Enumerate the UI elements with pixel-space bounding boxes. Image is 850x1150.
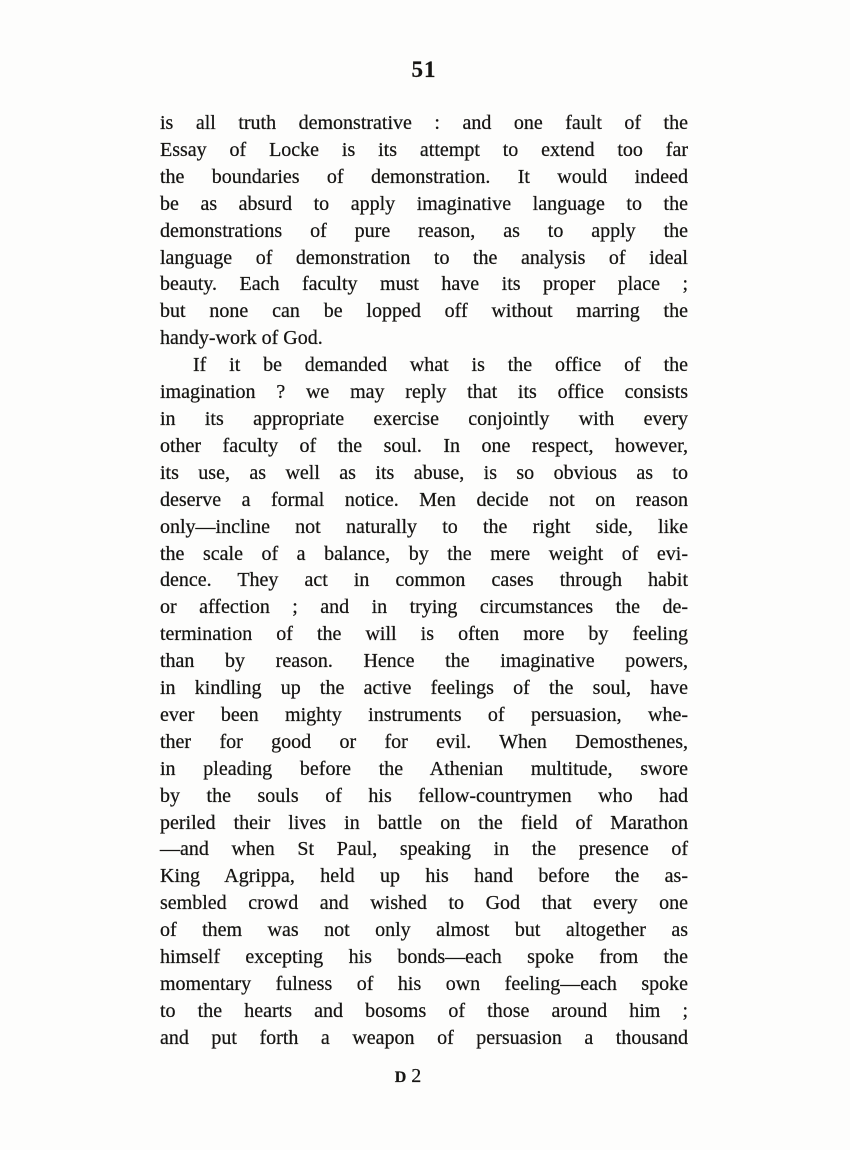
text-line: in kindling up the active feelings of the soul, have	[160, 677, 688, 700]
text-block	[160, 110, 688, 1052]
text-line: the boundaries of demonstration. It would indeed	[160, 165, 688, 188]
text-line: in its appropriate exercise conjointly with every	[160, 407, 688, 430]
text-line: Essay of Locke is its attempt to extend too far	[160, 138, 688, 161]
text-line: dence. They act in common cases through habit	[160, 569, 688, 592]
text-line: but none can be lopped off without marring the	[160, 300, 688, 323]
signature-mark	[395, 1065, 422, 1088]
text-line: himself excepting his bonds—each spoke from the	[160, 946, 688, 969]
text-line: beauty. Each faculty must have its proper place ;	[160, 273, 688, 296]
signature-number: 2	[411, 1065, 422, 1087]
text-line: ther for good or for evil. When Demosthenes,	[160, 730, 688, 753]
text-line: or affection ; and in trying circumstances the de-	[160, 596, 688, 619]
text-line: the scale of a balance, by the mere weight of evi-	[160, 542, 688, 565]
text-line: only—incline not naturally to the right side, like	[160, 515, 688, 538]
text-line: deserve a formal notice. Men decide not on reason	[160, 488, 688, 511]
text-line: —and when St Paul, speaking in the presence of	[160, 838, 688, 861]
text-line: language of demonstration to the analysis of ideal	[160, 246, 688, 269]
text-line: and put forth a weapon of persuasion a thousand	[160, 1026, 688, 1049]
text-line: If it be demanded what is the office of the	[193, 354, 688, 377]
text-line: its use, as well as its abuse, is so obvious as to	[160, 461, 688, 484]
text-line: is all truth demonstrative : and one fault of the	[160, 112, 688, 134]
text-line: than by reason. Hence the imaginative powers,	[160, 650, 688, 673]
text-line: to the hearts and bosoms of those around him ;	[160, 999, 688, 1022]
text-line: of them was not only almost but altogether as	[160, 919, 688, 942]
text-line: momentary fulness of his own feeling—each spoke	[160, 973, 688, 995]
signature-letter: D	[394, 1069, 407, 1086]
text-line: imagination ? we may reply that its office consists	[160, 381, 688, 404]
text-line: termination of the will is often more by feeling	[160, 623, 688, 646]
text-line: be as absurd to apply imaginative language to the	[160, 192, 688, 215]
text-line: King Agrippa, held up his hand before the as-	[160, 865, 688, 888]
text-line: by the souls of his fellow-countrymen who had	[160, 784, 688, 807]
text-line: demonstrations of pure reason, as to apply the	[160, 219, 688, 242]
text-line: ever been mighty instruments of persuasion, whe-	[160, 703, 688, 726]
text-line: sembled crowd and wished to God that every one	[160, 892, 688, 915]
page-number: 51	[411, 57, 437, 82]
text-line: periled their lives in battle on the field of Marathon	[160, 811, 688, 834]
text-line: other faculty of the soul. In one respect, however,	[160, 434, 688, 457]
text-line: in pleading before the Athenian multitude, swore	[160, 757, 688, 780]
text-line: handy-work of God.	[160, 327, 323, 350]
